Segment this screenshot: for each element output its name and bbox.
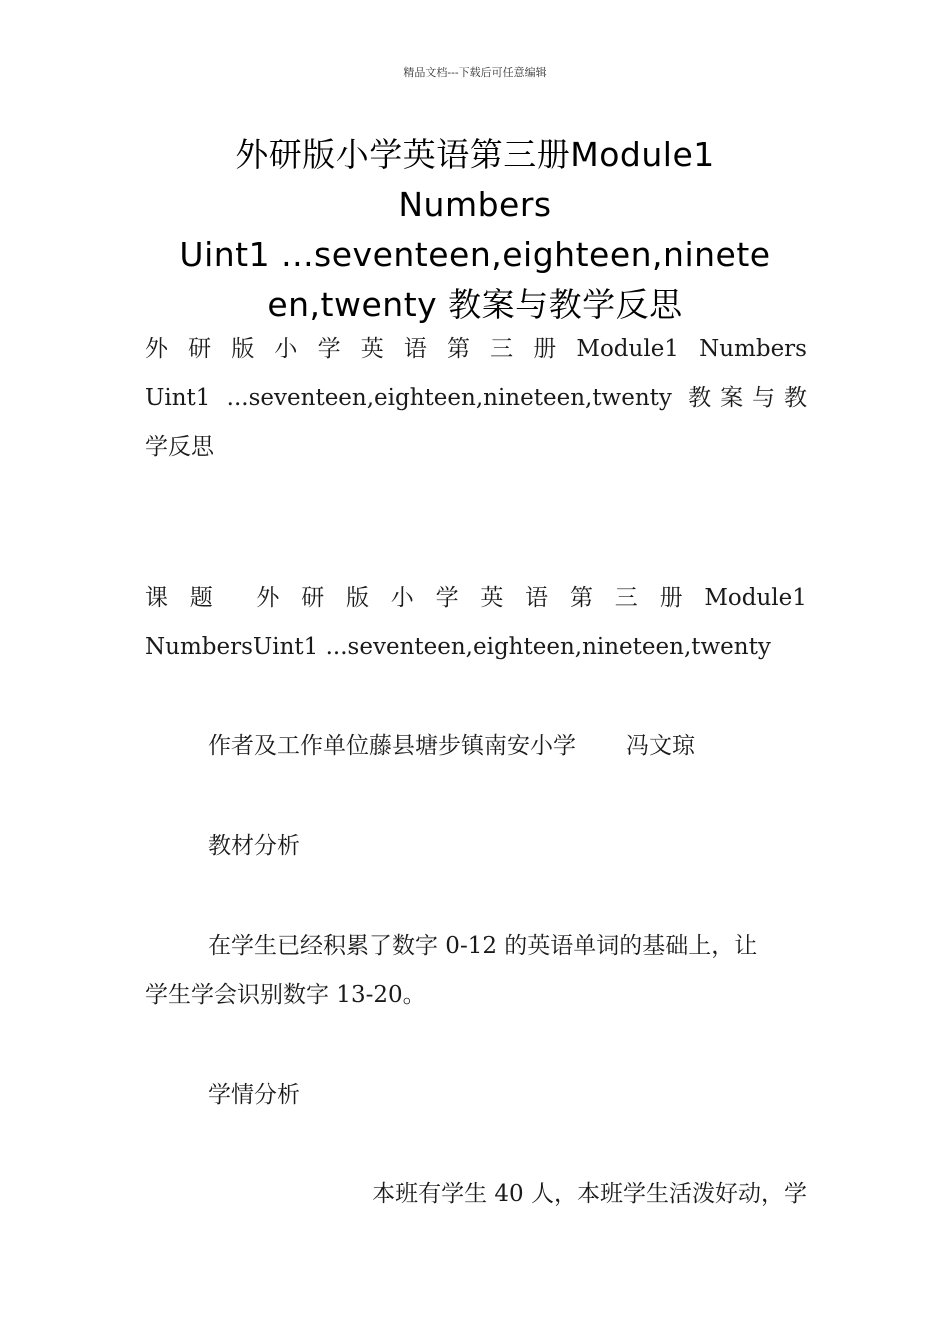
topic-line-1-token: 题 — [189, 585, 213, 611]
title-line-2: Numbers — [398, 185, 552, 224]
topic-line-1-token: 版 — [345, 585, 369, 611]
student-analysis-heading: 学情分析 — [208, 1082, 300, 1108]
topic-line-1-token: 外 — [256, 585, 280, 611]
material-analysis-paragraph — [145, 922, 807, 1020]
intro-line-1-token: Numbers — [699, 336, 807, 362]
author-label: 作者及工作单位藤县塘步镇南安小学 — [208, 733, 576, 759]
material-analysis-line-1: 在学生已经积累了数字 0-12 的英语单词的基础上，让 — [208, 933, 758, 959]
intro-paragraph — [145, 325, 807, 472]
intro-line-1-token: 册 — [533, 336, 557, 362]
intro-line-1-token: 研 — [188, 336, 212, 362]
topic-line-2: NumbersUint1 ...seventeen,eighteen,nineteen,twenty — [145, 634, 771, 660]
intro-line-1-token: 三 — [490, 336, 514, 362]
title-line-1: 外研版小学英语第三册Module1 — [235, 135, 715, 174]
material-analysis-heading: 教材分析 — [208, 833, 300, 859]
topic-line-1-token: 三 — [614, 585, 638, 611]
document-title — [130, 130, 820, 330]
topic-line-1-token: 学 — [435, 585, 459, 611]
topic-line-1-token: 小 — [390, 585, 414, 611]
intro-line-3: 学反思 — [145, 434, 214, 460]
topic-line-1-token: 课 — [145, 585, 168, 611]
topic-line-1-token: 研 — [301, 585, 325, 611]
intro-line-1-token: 第 — [446, 336, 470, 362]
title-line-4: en,twenty 教案与教学反思 — [267, 285, 683, 324]
intro-line-1-token: 学 — [317, 336, 341, 362]
intro-line-1 — [145, 325, 807, 374]
topic-line-1 — [145, 574, 807, 623]
topic-paragraph — [145, 574, 807, 672]
topic-line-1-token: Module1 — [704, 585, 807, 611]
intro-line-1-token: 版 — [231, 336, 255, 362]
intro-line-1-token: 外 — [145, 336, 168, 362]
material-analysis-line-2: 学生学会识别数字 13-20。 — [145, 982, 426, 1008]
intro-line-1-token: 小 — [274, 336, 298, 362]
topic-line-1-token: 语 — [525, 585, 549, 611]
author-line — [208, 722, 808, 771]
intro-line-1-token: 英 — [360, 336, 384, 362]
topic-line-1-token: 英 — [480, 585, 504, 611]
intro-line-1-token: 语 — [403, 336, 427, 362]
author-name: 冯文琼 — [626, 733, 695, 759]
topic-line-1-token: 册 — [659, 585, 683, 611]
intro-line-1-token: Module1 — [576, 336, 679, 362]
intro-line-2: Uint1 ...seventeen,eighteen,nineteen,twenty 教案与教 — [145, 385, 807, 411]
topic-line-1-token: 第 — [569, 585, 593, 611]
student-analysis-line-1: 本班有学生 40 人，本班学生活泼好动，学 — [372, 1181, 807, 1207]
page-header: 精品文档---下载后可任意编辑 — [403, 66, 547, 79]
title-line-3: Uint1 ...seventeen,eighteen,ninete — [179, 235, 771, 274]
